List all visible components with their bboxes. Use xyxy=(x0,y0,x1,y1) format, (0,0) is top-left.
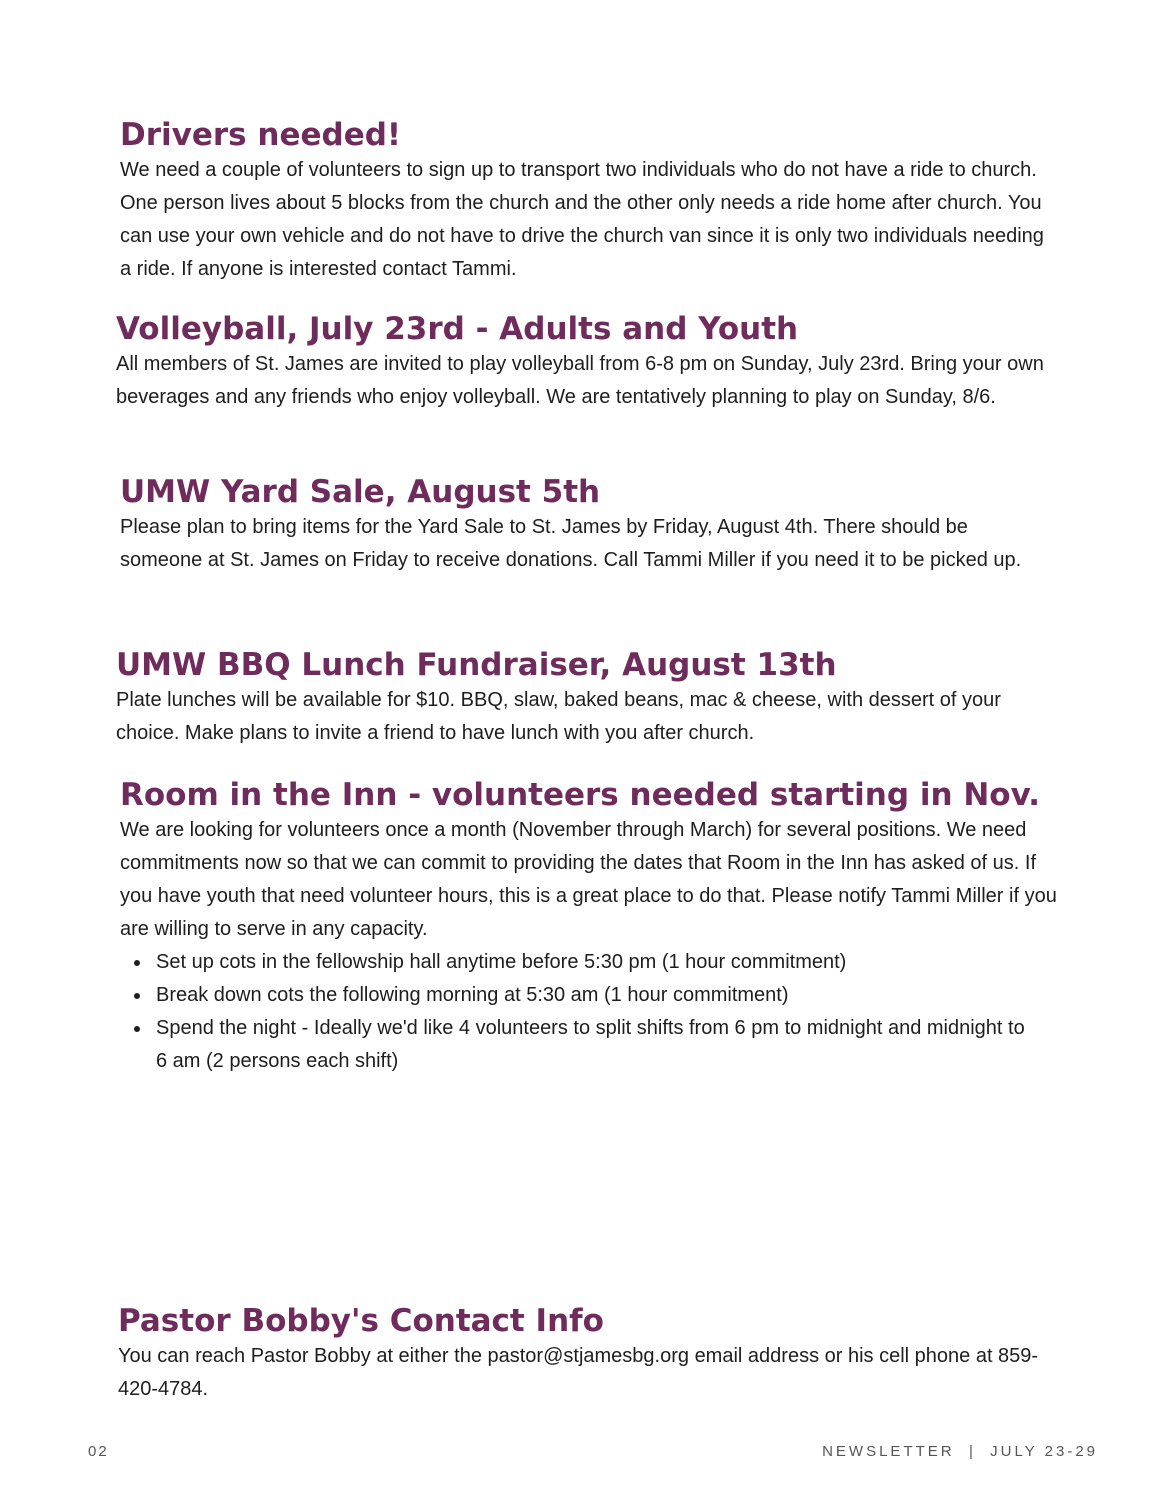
section-heading: UMW Yard Sale, August 5th xyxy=(120,474,601,510)
section-heading: Drivers needed! xyxy=(120,117,402,153)
section-heading: Pastor Bobby's Contact Info xyxy=(118,1303,604,1339)
list-item: Spend the night - Ideally we'd like 4 volunteers to split shifts from 6 pm to midnight and midnight to 6 am (2 persons each shift) xyxy=(156,1012,1036,1078)
section-body: Plate lunches will be available for $10. BBQ, slaw, baked beans, mac & cheese, with dessert of your choice. Make plans to invite a friend to have lunch with you after church. xyxy=(116,689,1001,744)
section-heading: Volleyball, July 23rd - Adults and Youth xyxy=(116,311,799,347)
section-pastor-contact xyxy=(118,1302,1068,1406)
list-item: Break down cots the following morning at 5:30 am (1 hour commitment) xyxy=(156,979,1070,1012)
list-item: Set up cots in the fellowship hall anytime before 5:30 pm (1 hour commitment) xyxy=(156,946,1070,979)
section-body: You can reach Pastor Bobby at either the pastor@stjamesbg.org email address or his cell phone at 859-420-4784. xyxy=(118,1345,1039,1400)
section-heading: Room in the Inn - volunteers needed starting in Nov. xyxy=(120,777,1041,813)
section-drivers-needed xyxy=(120,116,1070,286)
page-number: 02 xyxy=(88,1443,109,1460)
section-body: We need a couple of volunteers to sign up to transport two individuals who do not have a ride to church. One person lives about 5 blocks from the church and the other only needs a ride home after church. You can use your own vehicle and do not have to drive the church van since it is only two individuals needing a ride. If anyone is interested contact Tammi. xyxy=(120,159,1044,280)
section-yard-sale xyxy=(120,473,1070,577)
section-volleyball xyxy=(116,310,1066,414)
section-bbq-lunch xyxy=(116,646,1066,750)
newsletter-footer-title: NEWSLETTER | JULY 23-29 xyxy=(822,1443,1098,1460)
section-body: Please plan to bring items for the Yard Sale to St. James by Friday, August 4th. There should be someone at St. James on Friday to receive donations. Call Tammi Miller if you need it to be picked up. xyxy=(120,516,1022,571)
section-body: All members of St. James are invited to play volleyball from 6-8 pm on Sunday, July 23rd. Bring your own beverages and any friends who enjoy volleyball. We are tentatively planning to play on Sunday, 8/6. xyxy=(116,353,1044,408)
volunteer-positions-list xyxy=(120,946,1070,1078)
section-body: We are looking for volunteers once a month (November through March) for several positions. We need commitments now so that we can commit to providing the dates that Room in the Inn has asked of us. If you have youth that need volunteer hours, this is a great place to do that. Please notify Tammi Miller if you are willing to serve in any capacity. xyxy=(120,819,1057,940)
section-heading: UMW BBQ Lunch Fundraiser, August 13th xyxy=(116,647,837,683)
section-room-in-the-inn xyxy=(120,776,1070,1078)
